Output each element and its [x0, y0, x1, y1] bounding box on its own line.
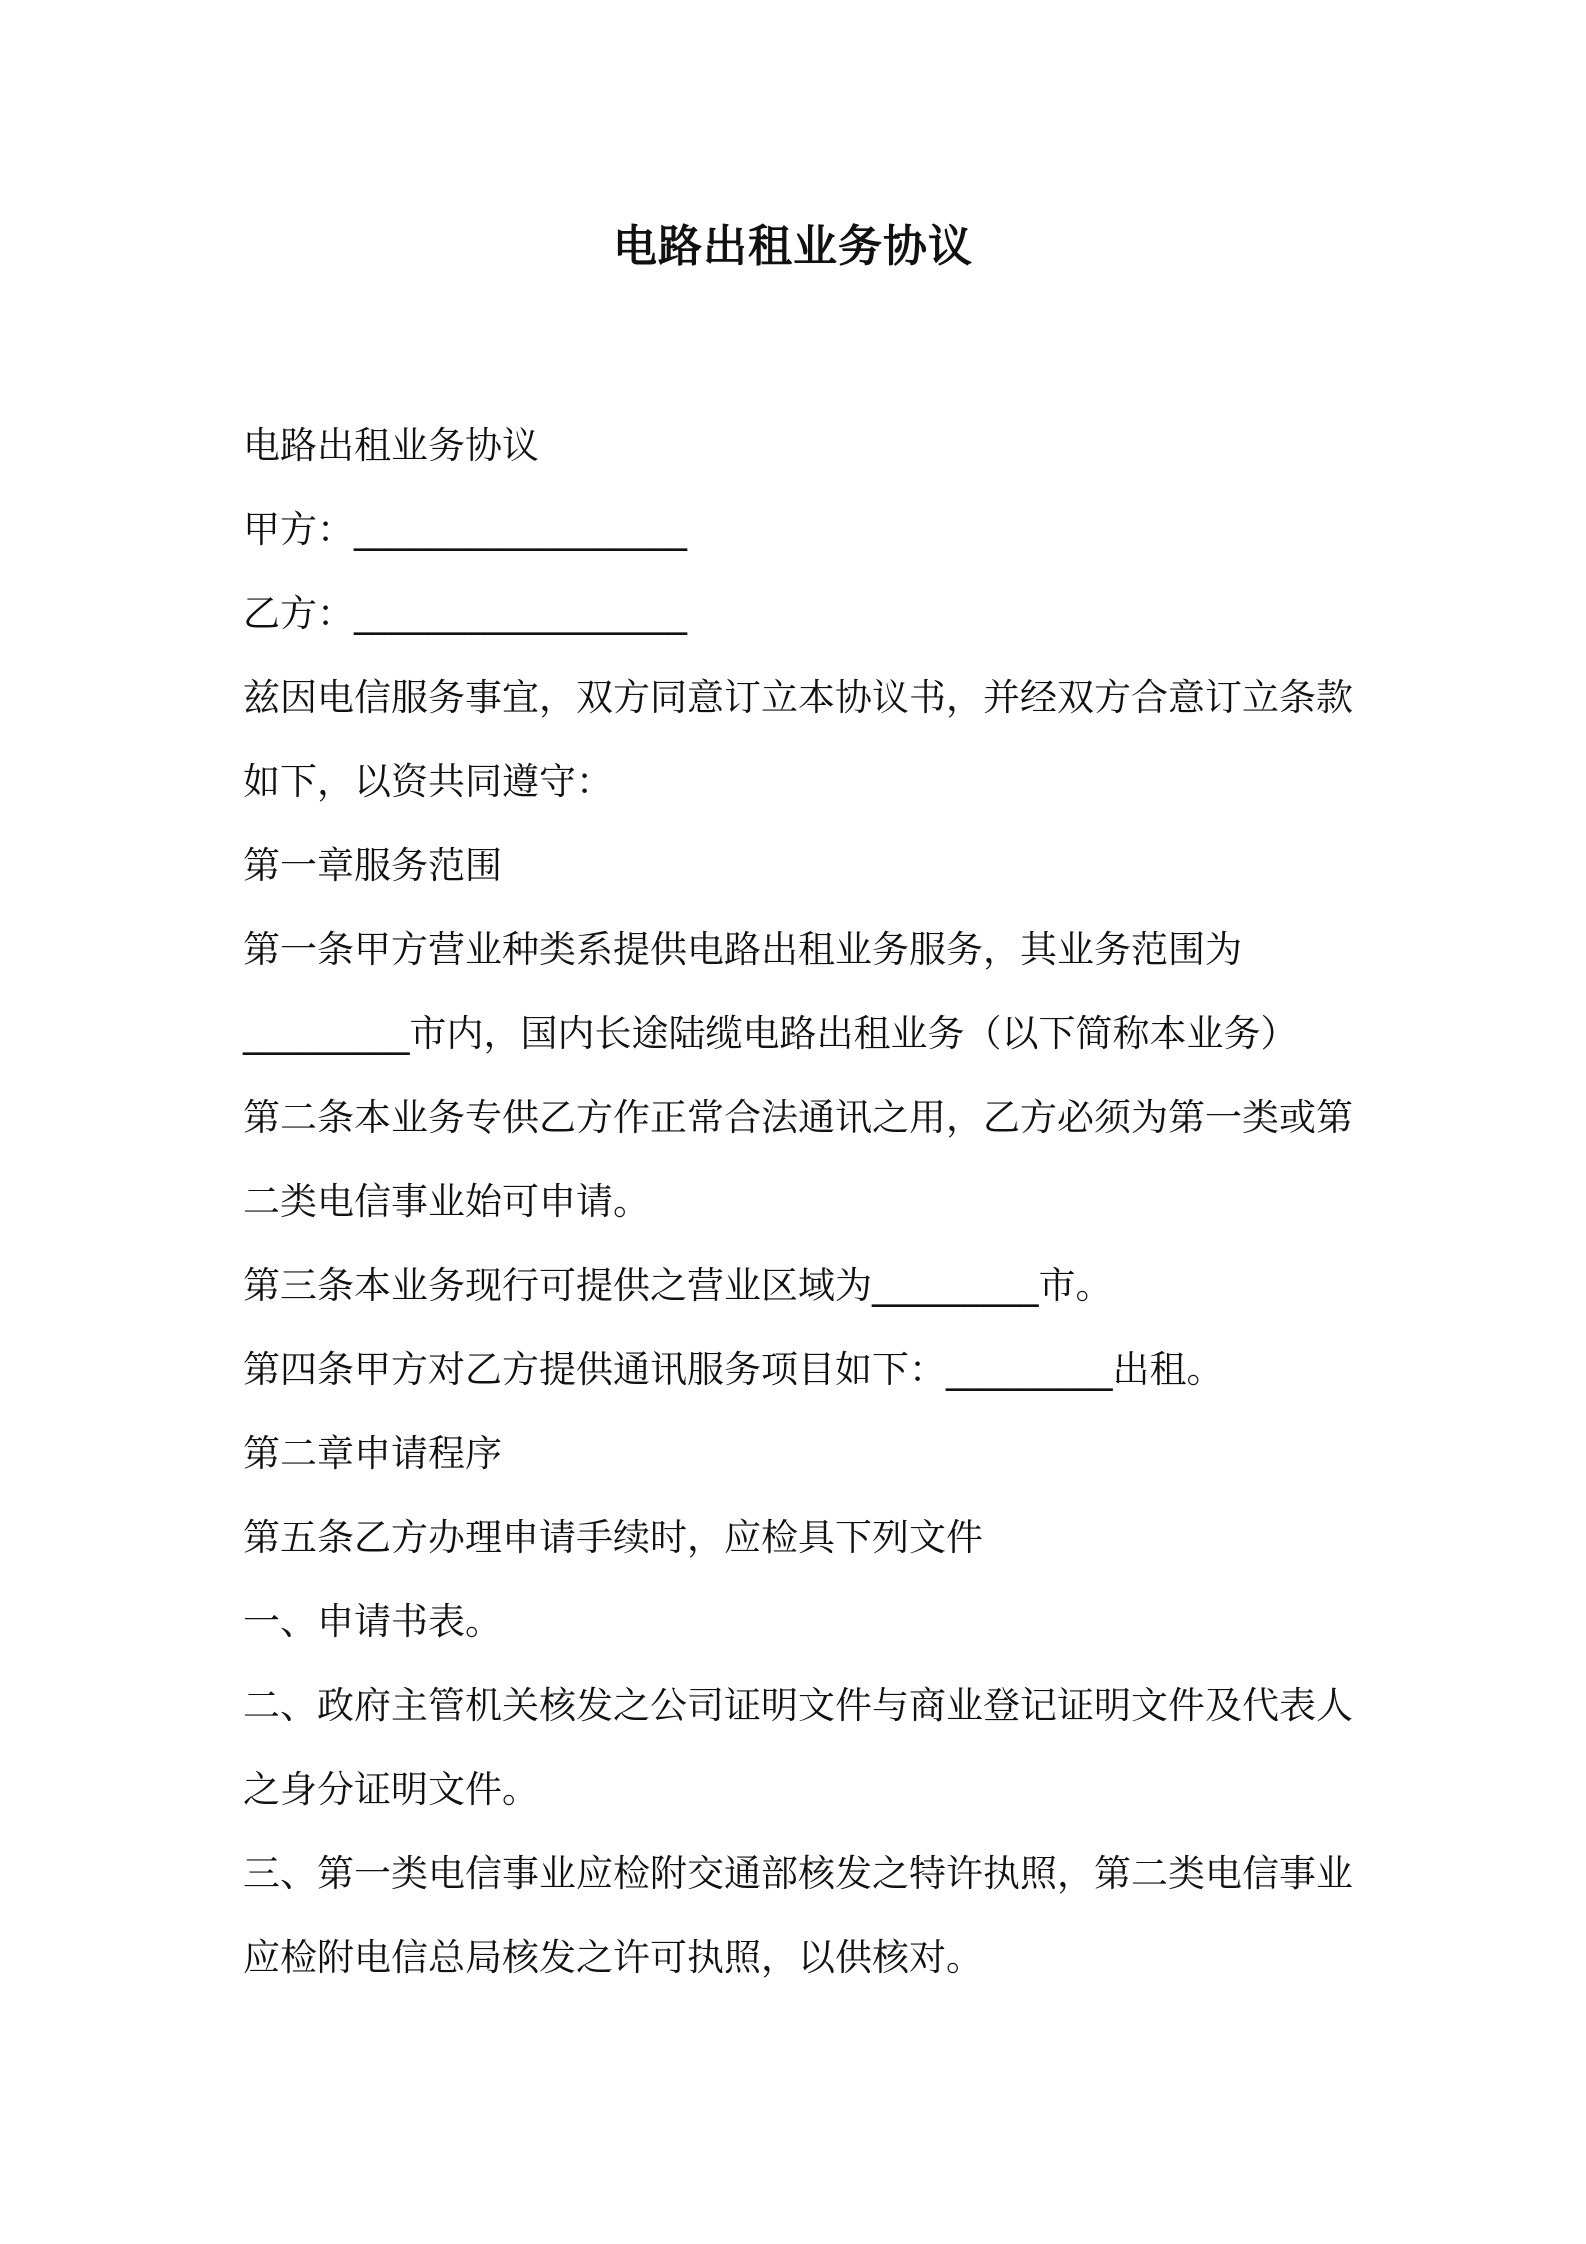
body-line-heading: 电路出租业务协议 [243, 424, 539, 467]
body-line-article-2-cont: 二类电信事业始可申请。 [243, 1180, 650, 1223]
body-line-chapter-1: 第一章服务范围 [243, 844, 502, 887]
body-line-item-1: 一、申请书表。 [243, 1600, 502, 1643]
body-line-item-3: 三、第一类电信事业应检附交通部核发之特许执照，第二类电信事业 [243, 1852, 1353, 1895]
body-line-item-3-cont: 应检附电信总局核发之许可执照，以供核对。 [243, 1936, 983, 1979]
body-line-intro-cont: 如下，以资共同遵守： [243, 760, 613, 803]
body-line-article-1: 第一条甲方营业种类系提供电路出租业务服务，其业务范围为 [243, 928, 1242, 971]
body-line-item-2-cont: 之身分证明文件。 [243, 1768, 539, 1811]
body-line-article-1-cont: _________市内，国内长途陆缆电路出租业务（以下简称本业务） [243, 1012, 1298, 1055]
body-line-intro: 兹因电信服务事宜，双方同意订立本协议书，并经双方合意订立条款 [243, 676, 1353, 719]
document-title: 电路出租业务协议 [613, 221, 973, 272]
body-line-article-4: 第四条甲方对乙方提供通讯服务项目如下：_________出租。 [243, 1348, 1224, 1391]
body-line-chapter-2: 第二章申请程序 [243, 1432, 502, 1475]
body-line-item-2: 二、政府主管机关核发之公司证明文件与商业登记证明文件及代表人 [243, 1684, 1353, 1727]
body-line-article-5: 第五条乙方办理申请手续时，应检具下列文件 [243, 1516, 983, 1559]
body-line-article-3: 第三条本业务现行可提供之营业区域为_________市。 [243, 1264, 1113, 1307]
body-line-party-b: 乙方：__________________ [243, 592, 687, 635]
body-line-party-a: 甲方：__________________ [243, 508, 687, 551]
body-line-article-2: 第二条本业务专供乙方作正常合法通讯之用，乙方必须为第一类或第 [243, 1096, 1353, 1139]
document-body [243, 404, 1363, 2000]
